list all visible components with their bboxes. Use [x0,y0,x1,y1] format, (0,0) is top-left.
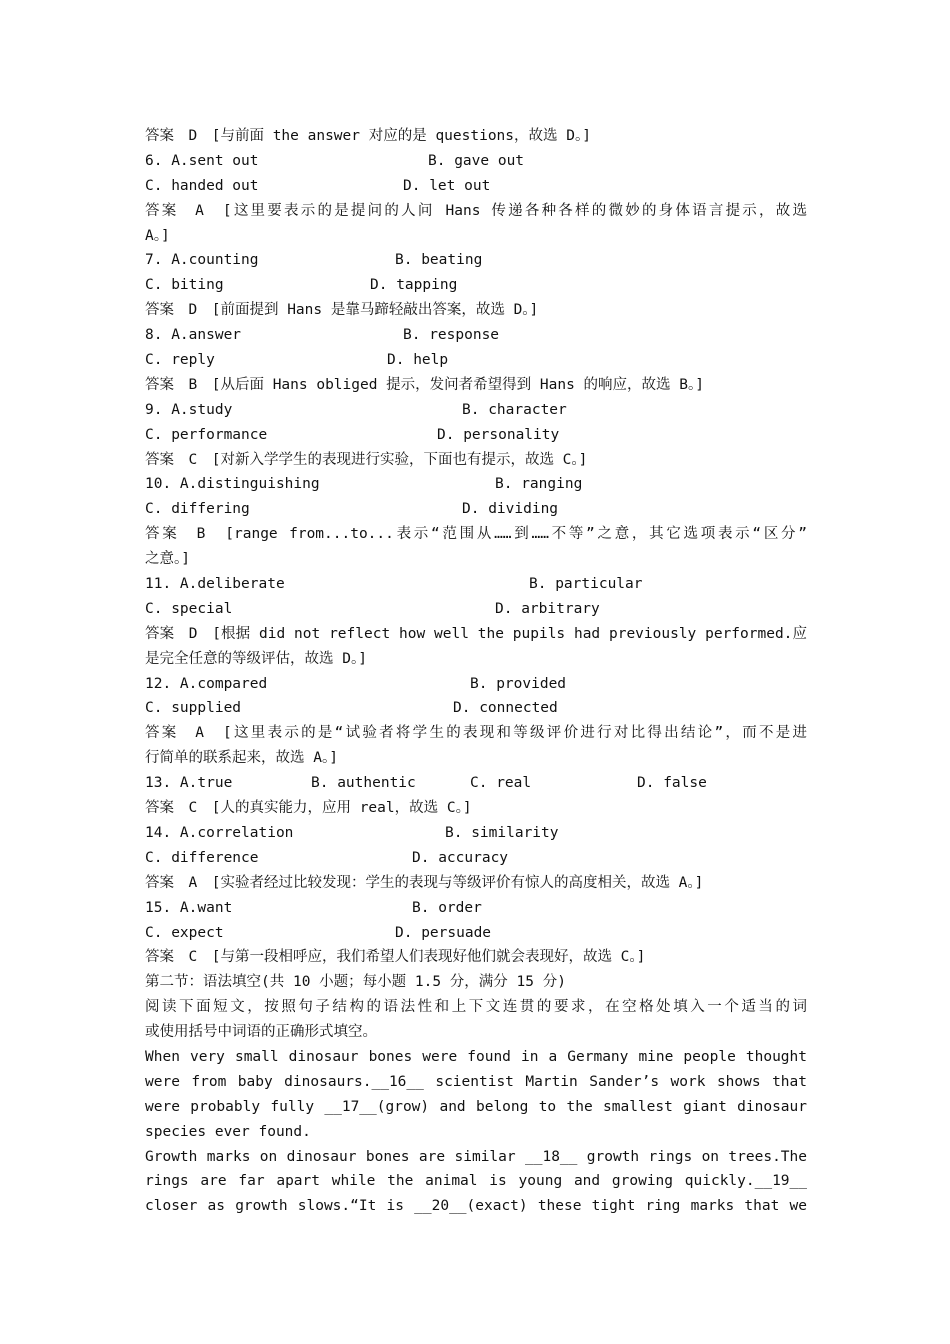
passage-p1-line2: were from baby dinosaurs.__16__ scientist Martin Sander’s work shows that [145,1073,807,1090]
option-6d: D. let out [403,177,491,194]
passage-p1-line3: were probably fully __17__(grow) and belong to the smallest giant dinosaur [145,1098,807,1115]
question-14-cd [145,846,807,871]
answer-7: 答案 D [前面提到 Hans 是靠马蹄轻敲出答案，故选 D。] [145,302,539,319]
option-10b: B. ranging [495,476,583,493]
option-8d: D. help [387,352,449,369]
option-7c: C. biting [145,277,224,294]
question-12 [145,672,807,697]
option-8c: C. reply [145,352,215,369]
option-12a: 12. A.compared [145,675,268,692]
passage-p1-line4: species ever found. [145,1123,311,1140]
question-11-cd [145,597,807,622]
question-8 [145,323,807,348]
option-12c: C. supplied [145,700,242,717]
option-14d: D. accuracy [412,849,509,866]
option-13b: B. authentic [311,775,416,792]
question-10 [145,472,807,497]
answer-12-line2: 行简单的联系起来，故选 A。] [145,750,338,767]
answer-11-line2: 是完全任意的等级评估，故选 D。] [145,650,367,667]
option-9c: C. performance [145,426,268,443]
option-6a: 6. A.sent out [145,152,259,169]
option-14c: C. difference [145,849,259,866]
option-8a: 8. A.answer [145,327,242,344]
option-12d: D. connected [453,700,558,717]
option-13d: D. false [637,775,707,792]
option-7a: 7. A.counting [145,252,259,269]
question-9-cd [145,423,807,448]
option-15a: 15. A.want [145,899,233,916]
option-7b: B. beating [395,252,483,269]
answer-6-line2: A。] [145,227,170,244]
answer-10-line1: 答案 B [range from...to...表示“范围从……到……不等”之意，其它选项表示“区分” [145,526,807,543]
passage-p2-line2: rings are far apart while the animal is young and growing quickly.__19__ [145,1173,807,1190]
option-14a: 14. A.correlation [145,824,294,841]
option-13a: 13. A.true [145,775,233,792]
option-15b: B. order [412,899,482,916]
option-9b: B. character [462,401,567,418]
question-6 [145,149,807,174]
question-10-cd [145,497,807,522]
question-12-cd [145,696,807,721]
question-15-cd [145,921,807,946]
question-13 [145,771,807,796]
option-6c: C. handed out [145,177,259,194]
passage-p2-line1: Growth marks on dinosaur bones are similar __18__ growth rings on trees.The [145,1148,807,1165]
option-14b: B. similarity [445,824,559,841]
question-7 [145,248,807,273]
option-11a: 11. A.deliberate [145,576,285,593]
answer-12-line1: 答案 A [这里表示的是“试验者将学生的表现和等级评价进行对比得出结论”，而不是进 [145,725,807,742]
instructions-line1: 阅读下面短文，按照句子结构的语法性和上下文连贯的要求，在空格处填入一个适当的词 [145,999,807,1016]
question-6-cd [145,174,807,199]
answer-14: 答案 A [实验者经过比较发现：学生的表现与等级评价有惊人的高度相关，故选 A。] [145,874,704,891]
answer-9: 答案 C [对新入学学生的表现进行实验，下面也有提示，故选 C。] [145,451,588,468]
option-11c: C. special [145,600,233,617]
question-14 [145,821,807,846]
answer-5: 答案 D [与前面 the answer 对应的是 questions，故选 D。] [145,128,591,144]
document-content [145,124,807,1219]
option-7d: D. tapping [370,277,458,294]
instructions-line2: 或使用括号中词语的正确形式填空。 [145,1024,377,1041]
question-15 [145,896,807,921]
passage-p1-line1: When very small dinosaur bones were found in a Germany mine people thought [145,1048,807,1065]
option-11b: B. particular [529,576,643,593]
option-11d: D. arbitrary [495,600,600,617]
option-6b: B. gave out [428,152,525,169]
answer-8: 答案 B [从后面 Hans obliged 提示，发问者希望得到 Hans 的响应，故选 B。] [145,376,704,393]
option-9a: 9. A.study [145,401,233,418]
answer-10-line2: 之意。] [145,551,190,568]
section-heading: 第二节：语法填空(共 10 小题；每小题 1.5 分，满分 15 分) [145,974,566,991]
option-15d: D. persuade [395,924,492,941]
answer-13: 答案 C [人的真实能力，应用 real，故选 C。] [145,800,472,817]
question-11 [145,572,807,597]
answer-11-line1: 答案 D [根据 did not reflect how well the pupils had previously performed.应 [145,625,807,642]
question-8-cd [145,348,807,373]
option-12b: B. provided [470,675,567,692]
answer-15: 答案 C [与第一段相呼应，我们希望人们表现好他们就会表现好，故选 C。] [145,949,646,966]
option-10a: 10. A.distinguishing [145,476,320,493]
option-15c: C. expect [145,924,224,941]
option-10c: C. differing [145,501,250,518]
option-8b: B. response [403,327,500,344]
option-9d: D. personality [437,426,560,443]
option-10d: D. dividing [462,501,559,518]
question-9 [145,398,807,423]
question-7-cd [145,273,807,298]
answer-6-line1: 答案 A [这里要表示的是提问的人问 Hans 传递各种各样的微妙的身体语言提示，故选 [145,202,807,219]
passage-p2-line3: closer as growth slows.“It is __20__(exact) these tight ring marks that we [145,1198,807,1215]
option-13c: C. real [470,775,532,792]
